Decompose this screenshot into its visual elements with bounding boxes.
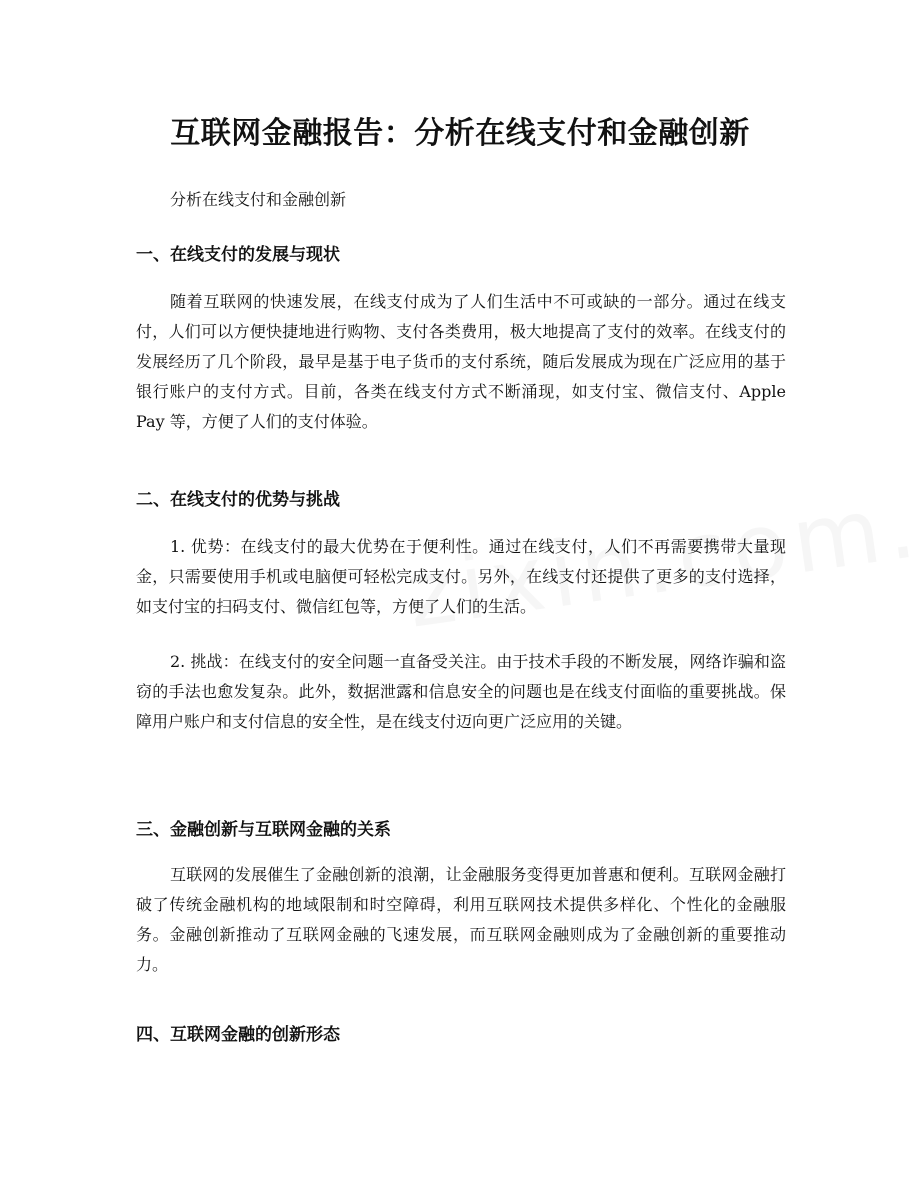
section-heading-3: 三、金融创新与互联网金融的关系 [136, 820, 391, 840]
paragraph-1-1: 随着互联网的快速发展，在线支付成为了人们生活中不可或缺的一部分。通过在线支付，人们可以方便快捷地进行购物、支付各类费用，极大地提高了支付的效率。在线支付的发展经历了几个阶段，最早是基于电子货币的支付系统，随后发展成为现在广泛应用的基于银行账户的支付方式。目前，各类在线支付方式不断涌现，如支付宝、微信支付、Apple Pay 等，方便了人们的支付体验。 [136, 292, 786, 431]
subtitle: 分析在线支付和金融创新 [170, 190, 347, 209]
paragraph-3-1: 互联网的发展催生了金融创新的浪潮，让金融服务变得更加普惠和便利。互联网金融打破了传统金融机构的地域限制和时空障碍，利用互联网技术提供多样化、个性化的金融服务。金融创新推动了互联网金融的飞速发展，而互联网金融则成为了金融创新的重要推动力。 [136, 865, 786, 974]
section-heading-4: 四、互联网金融的创新形态 [136, 1025, 340, 1045]
section-heading-2: 二、在线支付的优势与挑战 [136, 490, 340, 510]
page-title: 互联网金融报告：分析在线支付和金融创新 [170, 116, 750, 151]
paragraph-2-1: 1. 优势：在线支付的最大优势在于便利性。通过在线支付，人们不再需要携带大量现金，只需要使用手机或电脑便可轻松完成支付。另外，在线支付还提供了更多的支付选择，如支付宝的扫码支付、微信红包等，方便了人们的生活。 [136, 537, 786, 616]
section-heading-1: 一、在线支付的发展与现状 [136, 245, 340, 265]
paragraph-2-2: 2. 挑战：在线支付的安全问题一直备受关注。由于技术手段的不断发展，网络诈骗和盗窃的手法也愈发复杂。此外，数据泄露和信息安全的问题也是在线支付面临的重要挑战。保障用户账户和支付信息的安全性，是在线支付迈向更广泛应用的关键。 [136, 652, 786, 731]
